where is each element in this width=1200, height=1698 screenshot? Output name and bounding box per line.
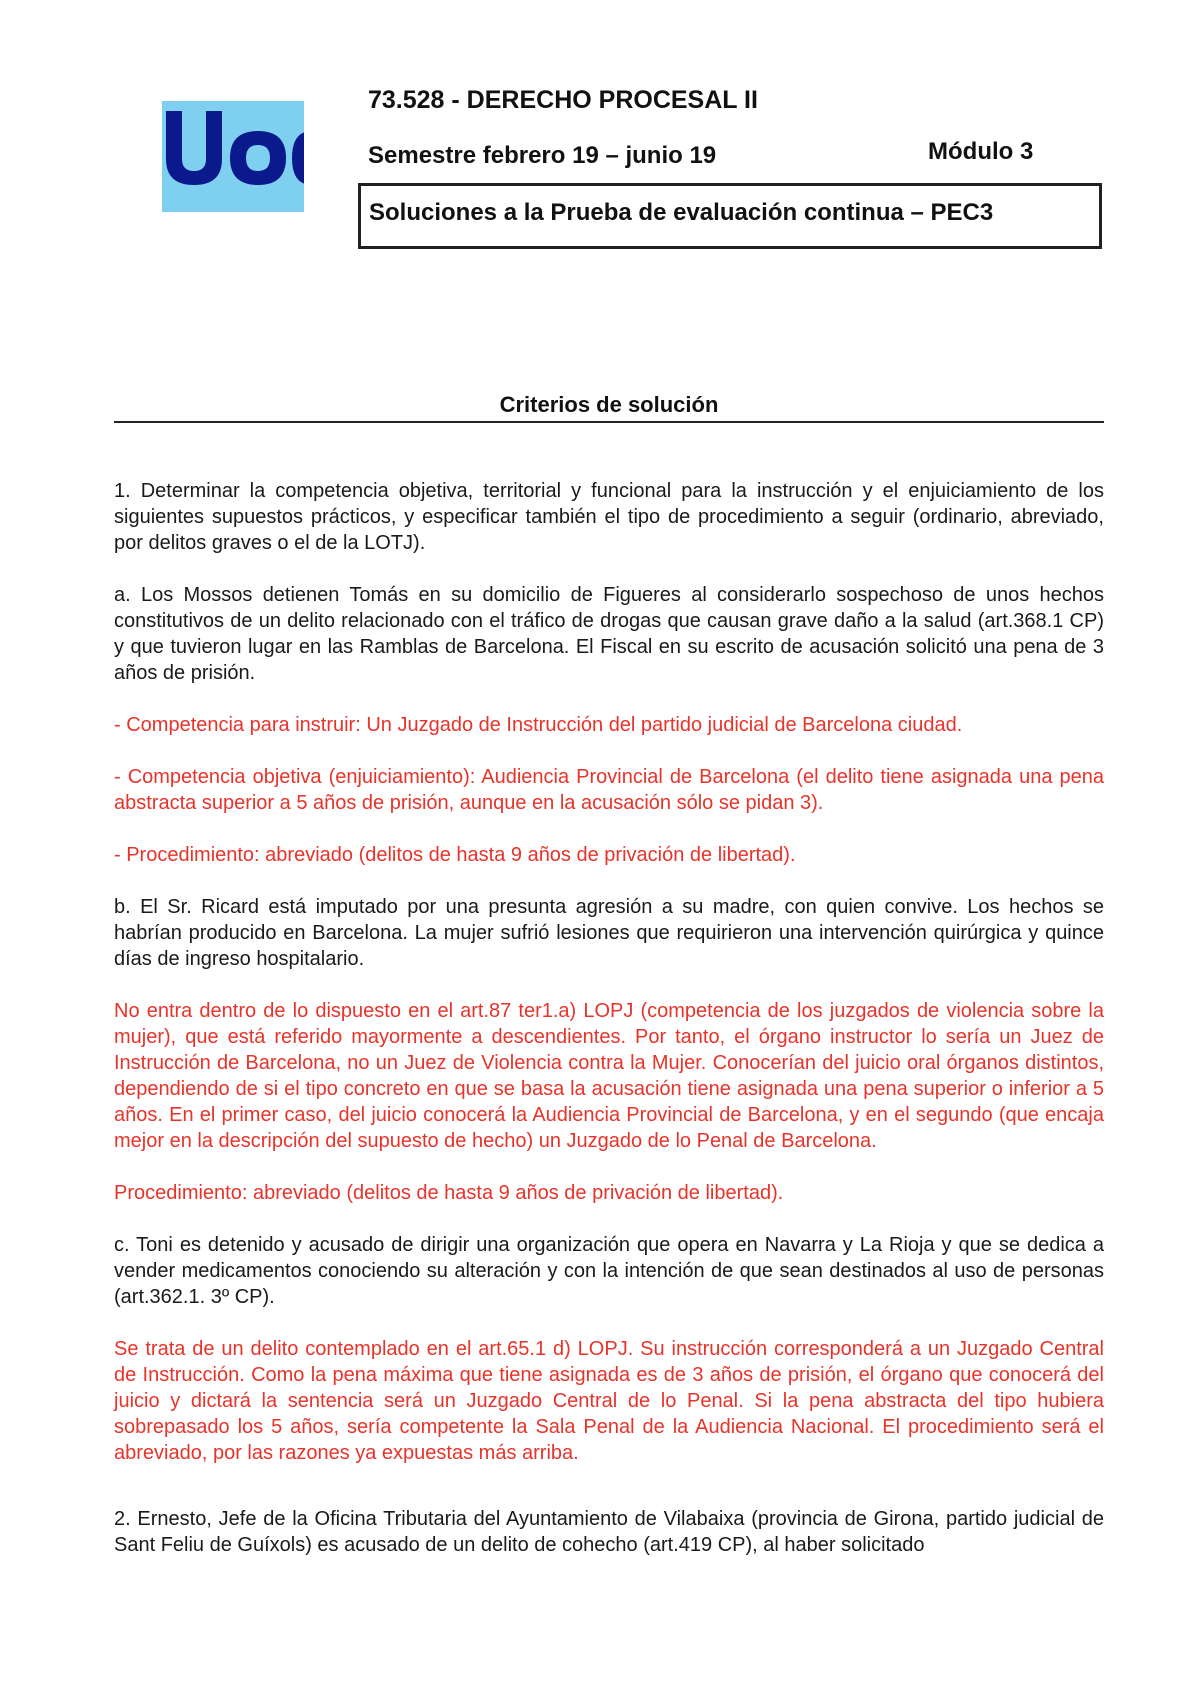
case-a-answer-instruction: - Competencia para instruir: Un Juzgado de Instrucción del partido judicial de Barcelona ciudad. bbox=[114, 714, 963, 736]
question-2: 2. Ernesto, Jefe de la Oficina Tributaria del Ayuntamiento de Vilabaixa (provincia de Girona, partido judicial de Sant Feliu de Guíxols) es acusado de un delito de cohecho (art.419 CP), al haber solicitado bbox=[114, 1508, 1104, 1556]
document-body bbox=[114, 478, 1104, 1584]
semester-label: Semestre febrero 19 – junio 19 bbox=[368, 142, 717, 169]
case-b-answer: No entra dentro de lo dispuesto en el art.87 ter1.a) LOPJ (competencia de los juzgados de violencia sobre la mujer), que está referido mayormente a descendientes. Por tanto, el órgano instructor lo sería un Juez de Instrucción de Barcelona, no un Juez de Violencia contra la Mujer. Conocerían del juicio oral órganos distintos, dependiendo de si el tipo concreto en que se basa la acusación tiene asignada una pena superior o inferior a 5 años. En el primer caso, del juicio conocerá la Audiencia Provincial de Barcelona, y en el segundo (que encaja mejor en la descripción del supuesto de hecho) un Juzgado de lo Penal de Barcelona. bbox=[114, 1000, 1104, 1152]
question-1: 1. Determinar la competencia objetiva, territorial y funcional para la instrucción y el enjuiciamiento de los siguientes supuestos prácticos, y especificar también el tipo de procedimiento a seguir (ordinario, abreviado, por delitos graves o el de la LOTJ). bbox=[114, 480, 1104, 554]
case-a-answer-competence: - Competencia objetiva (enjuiciamiento): Audiencia Provincial de Barcelona (el delito tiene asignada una pena abstracta superior a 5 años de prisión, aunque en la acusación sólo se pidan 3). bbox=[114, 766, 1104, 814]
uoc-logo-icon bbox=[162, 101, 304, 212]
case-b-statement: b. El Sr. Ricard está imputado por una presunta agresión a su madre, con quien convive. Los hechos se habrían producido en Barcelona. La mujer sufrió lesiones que requirieron una intervención quirúrgica y quince días de ingreso hospitalario. bbox=[114, 896, 1104, 970]
case-a-answer-procedure: - Procedimiento: abreviado (delitos de hasta 9 años de privación de libertad). bbox=[114, 844, 796, 866]
case-b-answer-procedure: Procedimiento: abreviado (delitos de hasta 9 años de privación de libertad). bbox=[114, 1182, 784, 1204]
document-title-box bbox=[358, 183, 1102, 249]
course-title: 73.528 - DERECHO PROCESAL II bbox=[368, 86, 758, 114]
section-title: Criterios de solución bbox=[499, 392, 719, 417]
uoc-logo bbox=[162, 101, 304, 212]
case-a-statement: a. Los Mossos detienen Tomás en su domicilio de Figueres al considerarlo sospechoso de unos hechos constitutivos de un delito relacionado con el tráfico de drogas que causan grave daño a la salud (art.368.1 CP) y que tuvieron lugar en las Ramblas de Barcelona. El Fiscal en su escrito de acusación solicitó una pena de 3 años de prisión. bbox=[114, 584, 1104, 684]
section-divider bbox=[114, 421, 1104, 423]
case-c-statement: c. Toni es detenido y acusado de dirigir una organización que opera en Navarra y La Rioja y que se dedica a vender medicamentos conociendo su alteración y con la intención de que sean destinados al uso de personas (art.362.1. 3º CP). bbox=[114, 1234, 1104, 1308]
document-title: Soluciones a la Prueba de evaluación continua – PEC3 bbox=[369, 199, 994, 226]
case-c-answer: Se trata de un delito contemplado en el art.65.1 d) LOPJ. Su instrucción corresponderá a un Juzgado Central de Instrucción. Como la pena máxima que tiene asignada es de 3 años de prisión, el órgano que conocerá del juicio y dictará la sentencia será un Juzgado Central de lo Penal. Si la pena abstracta del tipo hubiera sobrepasado los 5 años, sería competente la Sala Penal de la Audiencia Nacional. El procedimiento será el abreviado, por las razones ya expuestas más arriba. bbox=[114, 1338, 1104, 1464]
module-label: Módulo 3 bbox=[928, 138, 1034, 165]
